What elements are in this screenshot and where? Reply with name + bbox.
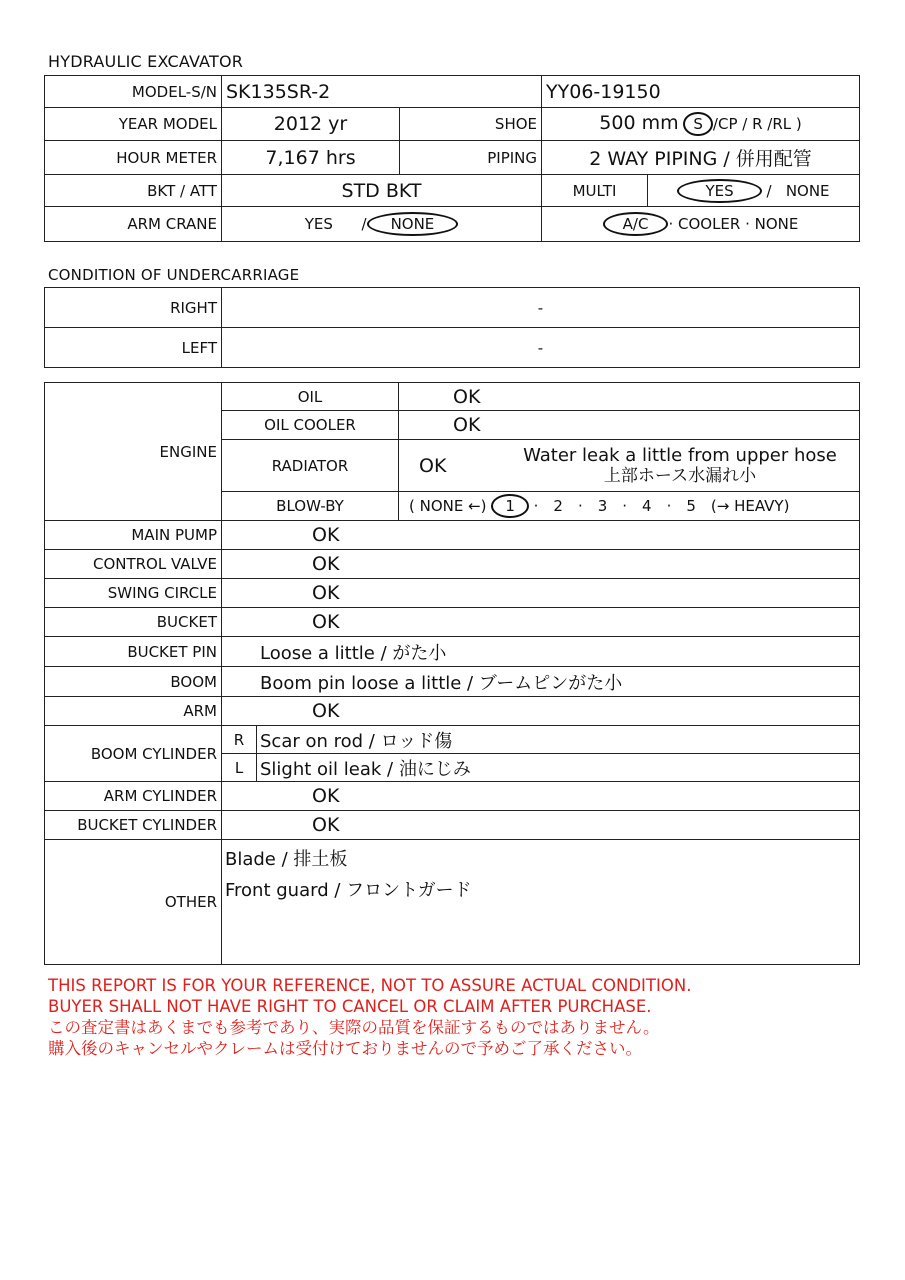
swing-circle-label: SWING CIRCLE [45,579,222,608]
bkt-label: BKT / ATT [45,175,222,207]
undercarriage-right-value: - [222,288,860,328]
boom-cylinder-l-label: L [222,754,257,782]
main-pump-label: MAIN PUMP [45,521,222,550]
condition-table [44,382,860,965]
piping-label: PIPING [400,141,542,175]
hour-label: HOUR METER [45,141,222,175]
hour-value: 7,167 hrs [222,141,400,175]
arm-crane-yes: YES [304,215,333,233]
shoe-type-selected: S [683,112,713,136]
radiator-note-en: Water leak a little from upper hose [523,444,837,466]
undercarriage-title: CONDITION OF UNDERCARRIAGE [48,266,300,284]
bkt-value: STD BKT [222,175,542,207]
boom-cylinder-l-value: Slight oil leak / 油にじみ [257,754,860,782]
arm-cylinder-value: OK [222,782,860,811]
bucket-value: OK [222,608,860,637]
radiator-label: RADIATOR [222,440,399,492]
undercarriage-left-value: - [222,328,860,368]
disclaimer-line-3: この査定書はあくまでも参考であり、実際の品質を保証するものではありません。 [48,1018,660,1037]
main-pump-value: OK [222,521,860,550]
spec-table [44,75,860,242]
arm-cylinder-label: ARM CYLINDER [45,782,222,811]
boom-cylinder-r-value: Scar on rod / ロッド傷 [257,726,860,754]
arm-value: OK [222,697,860,726]
multi-sep: / [766,181,772,200]
serial-value: YY06-19150 [542,76,860,108]
disclaimer-line-2: BUYER SHALL NOT HAVE RIGHT TO CANCEL OR CLAIM AFTER PURCHASE. [48,997,652,1016]
other-item-blade: Blade / 排土板 [225,849,348,870]
bucket-cylinder-label: BUCKET CYLINDER [45,811,222,840]
multi-yes-selected: YES [677,179,761,203]
radiator-note-jp: 上部ホース水漏れ小 [603,465,757,486]
radiator-value [399,440,860,492]
control-valve-label: CONTROL VALVE [45,550,222,579]
bucket-pin-value: Loose a little / がた小 [222,637,860,667]
other-item-front-guard: Front guard / フロントガード [225,880,472,901]
arm-crane-label: ARM CRANE [45,207,222,242]
report-title: HYDRAULIC EXCAVATOR [48,52,244,71]
shoe-label: SHOE [400,108,542,141]
year-value: 2012 yr [222,108,400,141]
shoe-value [542,108,860,141]
arm-crane-value [222,207,542,242]
boom-value: Boom pin loose a little / ブームピンがた小 [222,667,860,697]
undercarriage-table [44,287,860,368]
blowby-none-end: ( NONE ←) [409,497,487,515]
ac-options: · COOLER · NONE [668,215,799,233]
engine-oil-label: OIL [222,383,399,411]
boom-cylinder-r-label: R [222,726,257,754]
other-value [222,840,860,965]
arm-label: ARM [45,697,222,726]
piping-value: 2 WAY PIPING / 併用配管 [542,141,860,175]
multi-label: MULTI [542,175,648,207]
engine-label: ENGINE [45,383,222,521]
control-valve-value: OK [222,550,860,579]
model-label: MODEL-S/N [45,76,222,108]
bucket-cylinder-value: OK [222,811,860,840]
arm-crane-sep: / [361,215,367,233]
bucket-pin-label: BUCKET PIN [45,637,222,667]
engine-oil-value: OK [399,383,860,411]
year-label: YEAR MODEL [45,108,222,141]
shoe-type-options: /CP / R /RL ) [712,115,802,133]
model-value: SK135SR-2 [222,76,542,108]
disclaimer [48,975,691,1059]
blowby-label: BLOW-BY [222,492,399,521]
boom-cylinder-label: BOOM CYLINDER [45,726,222,782]
undercarriage-right-label: RIGHT [45,288,222,328]
engine-cooler-value: OK [399,411,860,440]
engine-cooler-label: OIL COOLER [222,411,399,440]
blowby-scale: · 2 · 3 · 4 · 5 (→ HEAVY) [533,497,790,515]
blowby-value [399,492,860,521]
swing-circle-value: OK [222,579,860,608]
multi-value [648,175,860,207]
boom-label: BOOM [45,667,222,697]
disclaimer-line-4: 購入後のキャンセルやクレームは受付けておりませんので予めご了承ください。 [48,1039,642,1058]
ac-value [542,207,860,242]
radiator-status: OK [419,454,447,477]
undercarriage-left-label: LEFT [45,328,222,368]
arm-crane-none-selected: NONE [367,212,459,236]
disclaimer-line-1: THIS REPORT IS FOR YOUR REFERENCE, NOT TO ASSURE ACTUAL CONDITION. [48,976,692,995]
other-label: OTHER [45,840,222,965]
shoe-size: 500 mm [599,112,679,134]
ac-selected: A/C [603,212,669,236]
multi-none: NONE [785,181,830,200]
blowby-selected: 1 [491,494,529,518]
bucket-label: BUCKET [45,608,222,637]
